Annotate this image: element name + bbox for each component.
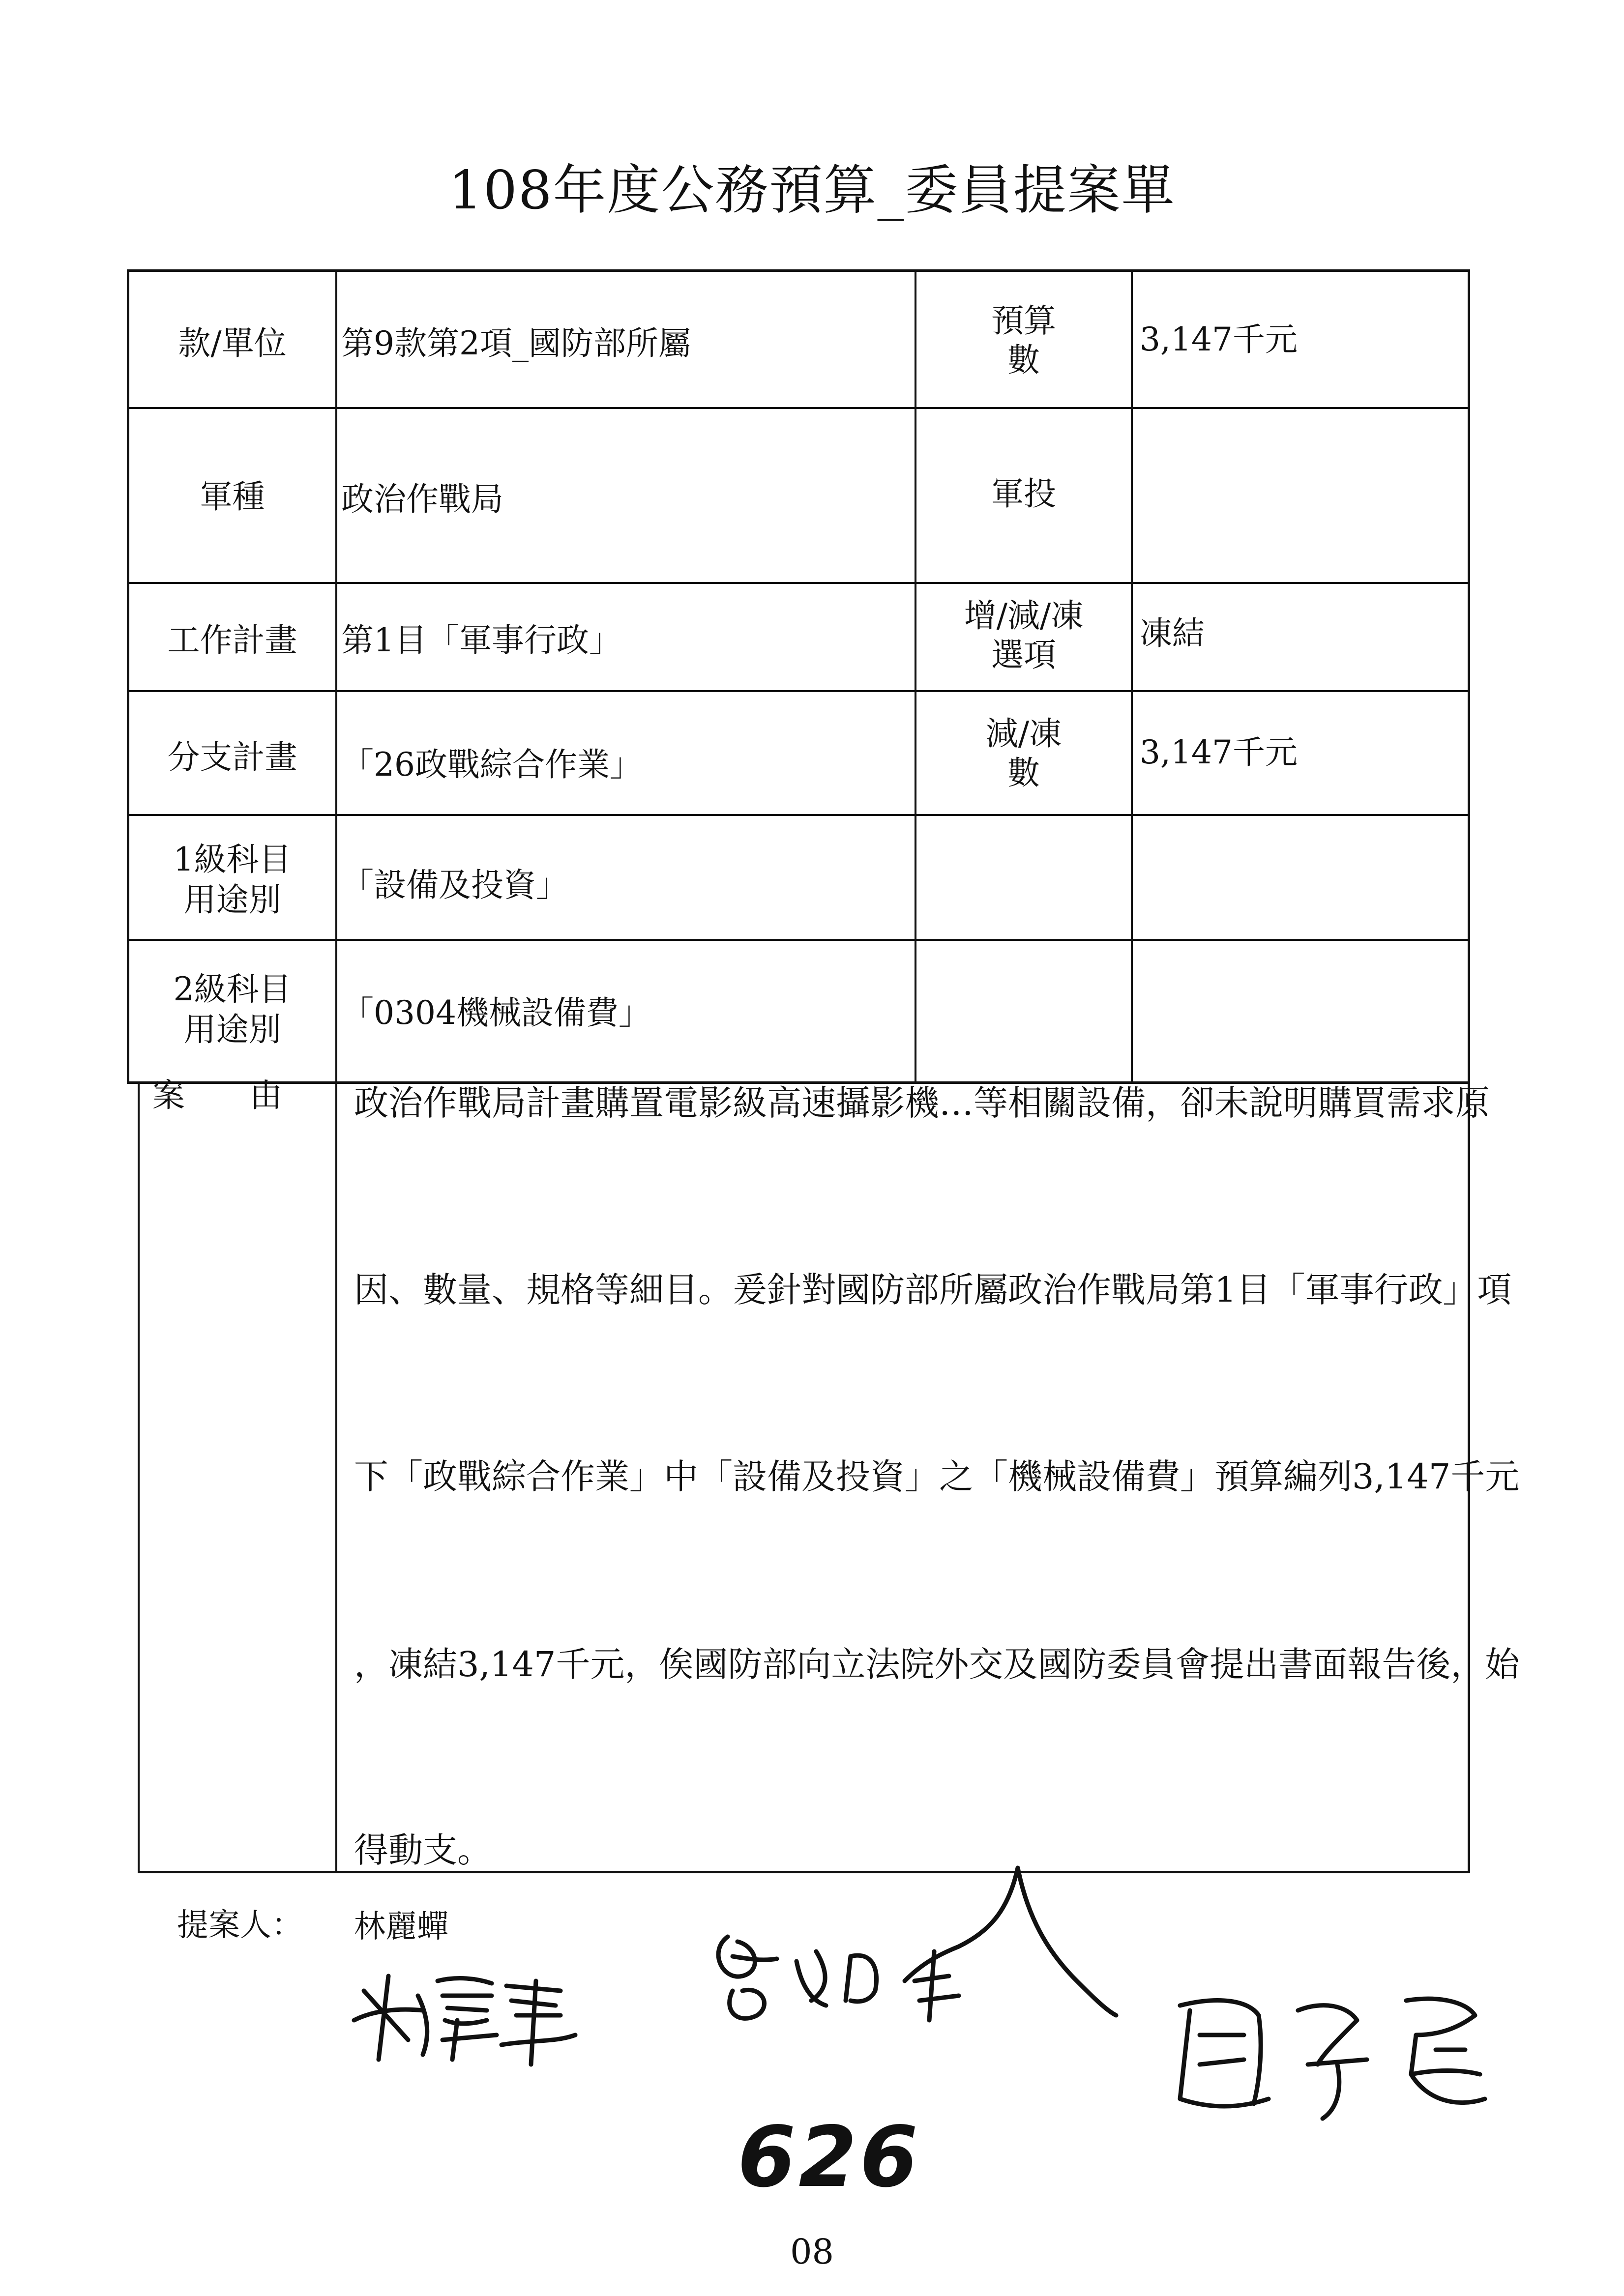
level2-label: 2級科目 — [173, 970, 292, 1008]
branch-plan-label: 分支計畫 — [167, 738, 297, 776]
reason-line-2: 因、數量、規格等細目。爰針對國防部所屬政治作戰局第1目「軍事行政」項 — [354, 1270, 1512, 1310]
handwritten-page-number: 626 — [738, 2109, 921, 2206]
document-title: 108年度公務預算_委員提案單 — [448, 160, 1176, 221]
reason-line-4: ，凍結3,147千元，俟國防部向立法院外交及國防委員會提出書面報告後，始 — [354, 1644, 1520, 1685]
action-option-label-2: 選項 — [991, 636, 1056, 674]
unit-label: 款/單位 — [178, 324, 287, 362]
action-option-value: 凍結 — [1140, 614, 1205, 652]
level1-label: 1級科目 — [173, 841, 292, 878]
branch-plan-value: 「26政戰綜合作業」 — [341, 746, 642, 784]
budget-label-2: 數 — [1007, 341, 1040, 379]
reason-line-5: 得動支。 — [354, 1830, 492, 1870]
proposer-label: 提案人： — [177, 1907, 303, 1944]
level1-label-2: 用途別 — [183, 881, 281, 919]
signature-3 — [1160, 1976, 1505, 2133]
level1-value: 「設備及投資」 — [341, 866, 568, 904]
page-number: 08 — [790, 2232, 834, 2272]
budget-label: 預算 — [991, 302, 1056, 340]
signature-2 — [703, 1853, 1126, 2074]
reason-line-1: 政治作戰局計畫購置電影級高速攝影機…等相關設備，卻未說明購買需求原 — [354, 1083, 1490, 1123]
signature-1 — [344, 1961, 580, 2069]
reason-line-3: 下「政戰綜合作業」中「設備及投資」之「機械設備費」預算編列3,147千元 — [354, 1456, 1520, 1497]
reduce-freeze-label: 減/凍 — [985, 715, 1062, 753]
work-plan-label: 工作計畫 — [167, 621, 297, 659]
military-investment-label: 軍投 — [991, 475, 1056, 513]
reduce-freeze-label-2: 數 — [1007, 754, 1040, 792]
reason-label: 案 由 — [152, 1076, 282, 1114]
level2-label-2: 用途別 — [183, 1011, 281, 1048]
level2-value: 「0304機械設備費」 — [341, 994, 651, 1032]
budget-value: 3,147千元 — [1140, 320, 1298, 358]
proposer-name: 林麗蟬 — [354, 1909, 448, 1945]
service-label: 軍種 — [200, 478, 265, 516]
work-plan-value: 第1目「軍事行政」 — [341, 621, 621, 659]
service-value: 政治作戰局 — [341, 480, 503, 518]
action-option-label: 增/減/凍 — [964, 597, 1084, 635]
reduce-freeze-value: 3,147千元 — [1140, 733, 1298, 771]
unit-value: 第9款第2項_國防部所屬 — [341, 324, 691, 362]
